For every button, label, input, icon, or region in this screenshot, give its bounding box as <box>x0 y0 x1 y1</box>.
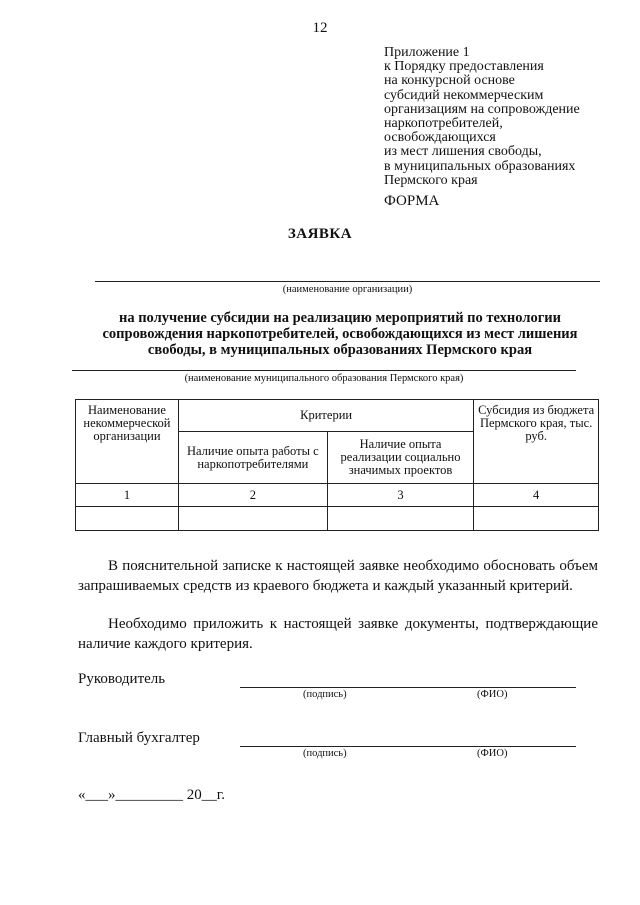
org-name-header: Наименование некоммерческой организации <box>76 400 179 484</box>
criterion-projects-header: Наличие опыта реализации социально значимых проектов <box>327 432 474 484</box>
municipality-line <box>72 370 576 371</box>
appendix-line: из мест лишения свободы, <box>384 144 542 160</box>
table-row <box>76 507 599 531</box>
accountant-signature-caption: (подпись) <box>303 748 347 759</box>
org-name-caption: (наименование организации) <box>282 284 413 295</box>
explanatory-text: В пояснительной записке к настоящей заявке необходимо обосновать объем запрашиваемых средств из краевого бюджета и каждый указанный критерий. <box>78 558 598 594</box>
column-number: 3 <box>327 484 474 507</box>
appendix-line: в муниципальных образованиях <box>384 158 576 174</box>
municipality-caption: (наименование муниципального образования Пермского края) <box>184 373 464 384</box>
appendix-line: организациям на сопровождение <box>384 101 580 117</box>
criteria-header: Критерии <box>178 400 473 432</box>
appendix-block <box>384 46 580 188</box>
empty-cell <box>76 507 179 531</box>
accountant-fio-caption: (ФИО) <box>477 748 508 759</box>
head-signature-line <box>240 687 576 688</box>
empty-cell <box>178 507 327 531</box>
appendix-line: освобождающихся <box>384 130 496 146</box>
appendix-line: Пермского края <box>384 172 478 188</box>
head-label: Руководитель <box>78 671 166 687</box>
documents-text: Необходимо приложить к настоящей заявке документы, подтверждающие наличие каждого критерия. <box>78 616 598 652</box>
accountant-signature-line <box>240 746 576 747</box>
subject-line: свободы, в муниципальных образованиях Пермского края <box>147 342 533 358</box>
appendix-line: Приложение 1 <box>384 45 470 60</box>
page-number: 12 <box>312 20 328 36</box>
appendix-line: наркопотребителей, <box>384 116 503 132</box>
column-number: 4 <box>474 484 599 507</box>
head-signature-caption: (подпись) <box>303 689 347 700</box>
form-label: ФОРМА <box>384 193 440 209</box>
date-field: «___»_________ 20__г. <box>78 787 225 803</box>
empty-cell <box>327 507 474 531</box>
column-number: 1 <box>76 484 179 507</box>
documents-paragraph <box>78 614 598 654</box>
org-name-line <box>95 281 600 282</box>
explanatory-paragraph <box>78 556 598 596</box>
head-fio-caption: (ФИО) <box>477 689 508 700</box>
appendix-line: к Порядку предоставления <box>384 59 544 75</box>
document-title: ЗАЯВКА <box>287 226 353 242</box>
appendix-line: субсидий некоммерческим <box>384 87 544 103</box>
accountant-label: Главный бухгалтер <box>78 730 200 746</box>
subject-line: на получение субсидии на реализацию мероприятий по технологии <box>118 310 562 326</box>
subject-line: сопровождения наркопотребителей, освобождающихся из мест лишения <box>102 326 578 342</box>
request-subject <box>80 310 600 358</box>
subsidy-header: Субсидия из бюджета Пермского края, тыс. руб. <box>474 400 599 484</box>
appendix-line: на конкурсной основе <box>384 73 515 89</box>
criteria-table <box>75 399 599 531</box>
criterion-experience-header: Наличие опыта работы с наркопотребителями <box>178 432 327 484</box>
empty-cell <box>474 507 599 531</box>
column-number: 2 <box>178 484 327 507</box>
